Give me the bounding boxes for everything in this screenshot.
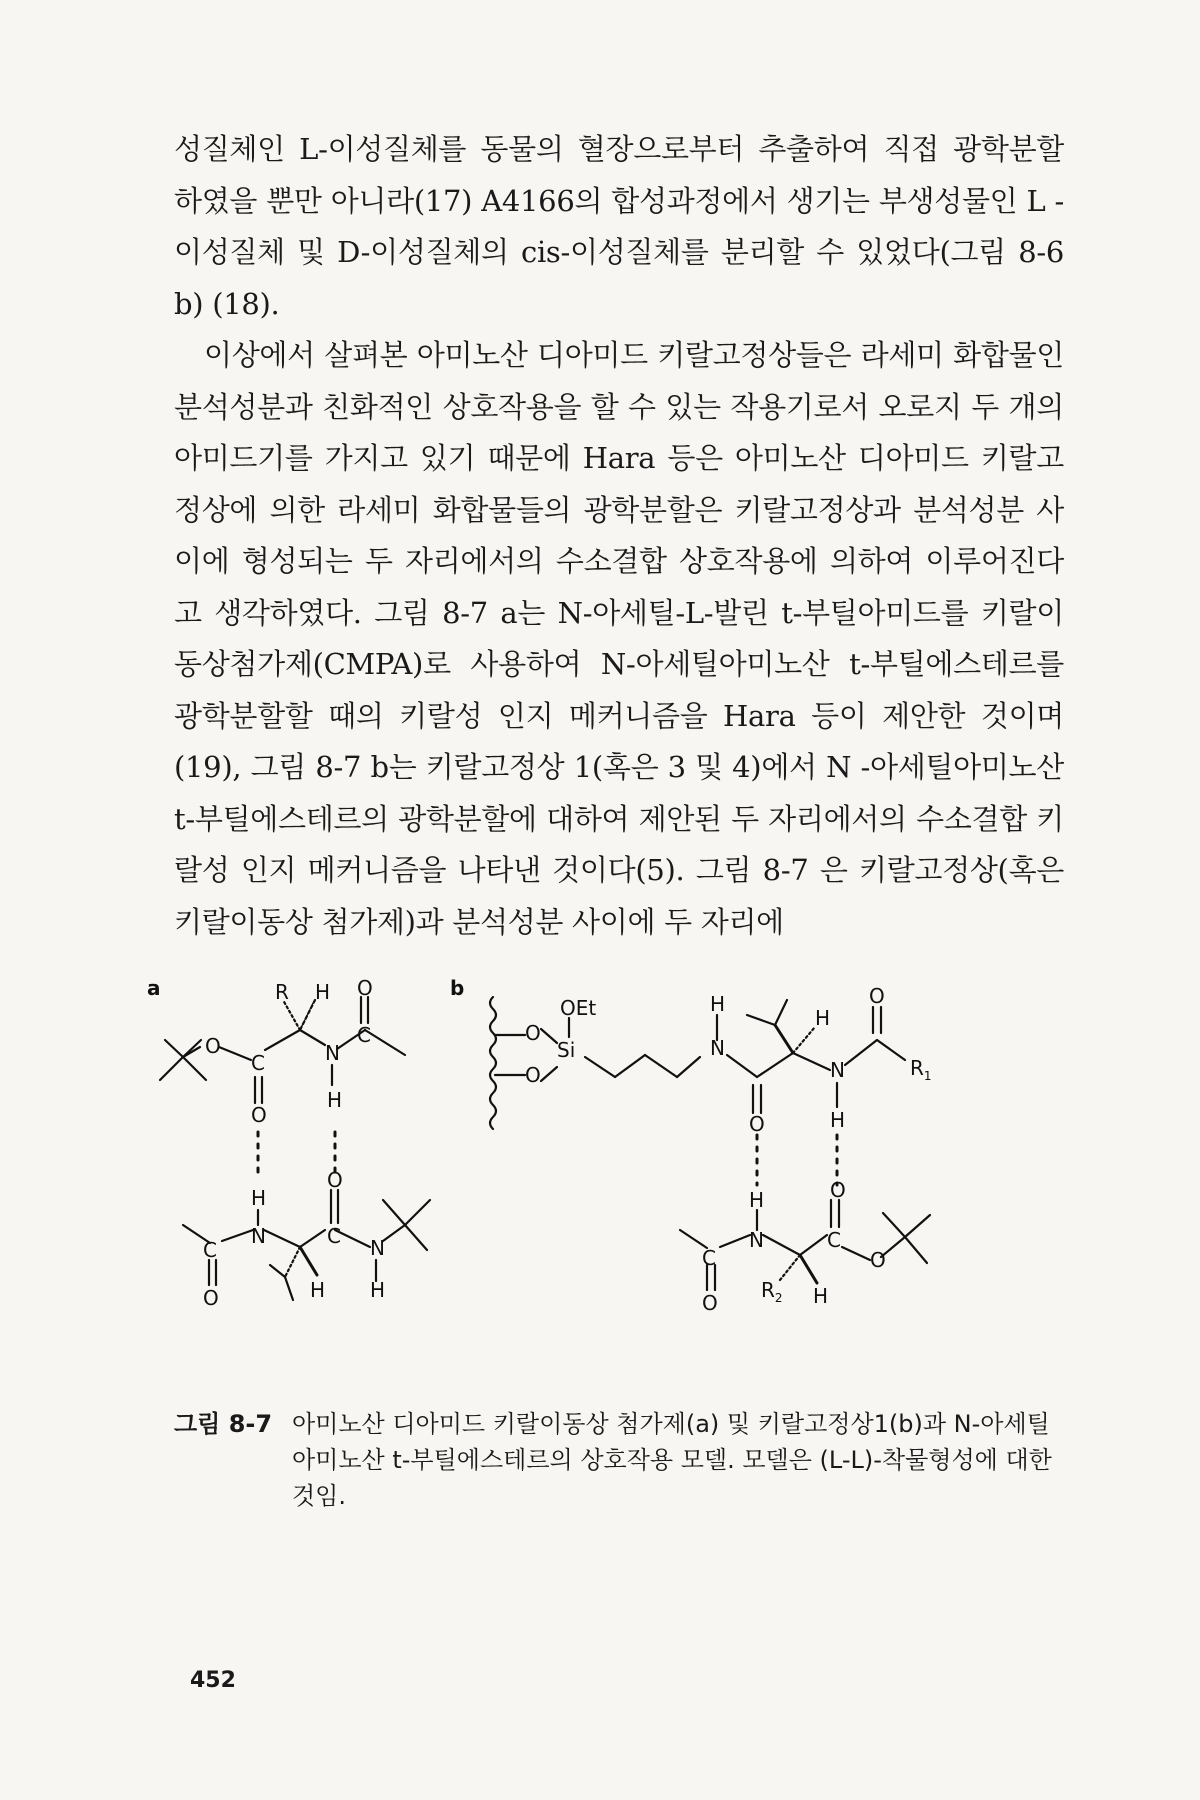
- atom-o: O: [702, 1291, 718, 1315]
- atom-h: H: [310, 1278, 326, 1302]
- caption-text: 아미노산 디아미드 키랄이동상 첨가제(a) 및 키랄고정상1(b)과 N-아세틸 아미노산 t-부틸에스테르의 상호작용 모델. 모델은 (L-L)-착물형성에 대한 것임.: [292, 1410, 1052, 1510]
- atom-n: N: [325, 1041, 340, 1065]
- atom-r2: $R_2$: [761, 1278, 783, 1305]
- atom-h: H: [315, 980, 331, 1004]
- atom-o: O: [869, 984, 885, 1008]
- chemical-structure-diagram: [147, 976, 1085, 1405]
- atom-c: C: [203, 1238, 217, 1262]
- atom-n: N: [749, 1228, 764, 1252]
- atom-o: O: [205, 1034, 221, 1058]
- panel-b-label: b: [450, 976, 465, 1000]
- atom-h: H: [327, 1088, 343, 1112]
- page-number: 452: [190, 1668, 236, 1693]
- atom-h: H: [813, 1284, 829, 1308]
- atom-h: H: [749, 1188, 765, 1212]
- atom-n: N: [370, 1236, 385, 1260]
- atom-si: Si: [557, 1038, 576, 1062]
- figure-caption: [174, 1406, 1074, 1514]
- atom-c: C: [702, 1246, 716, 1270]
- atom-o: O: [251, 1103, 267, 1127]
- atom-h: H: [251, 1186, 267, 1210]
- atom-h: H: [830, 1108, 846, 1132]
- figure-8-7: [147, 976, 1085, 1405]
- atom-n: N: [251, 1224, 266, 1248]
- body-text: [174, 124, 1064, 948]
- atom-o: O: [525, 1021, 541, 1045]
- atom-n: N: [830, 1058, 845, 1082]
- paragraph-1: 성질체인 L-이성질체를 동물의 혈장으로부터 추출하여 직접 광학분할 하였을 뿐만 아니라(17) A4166의 합성과정에서 생기는 부생성물인 L -이성질체 및 D-이성질체의 cis-이성질체를 분리할 수 있었다(그림 8-6 b) (18).: [174, 132, 1064, 321]
- atom-h: H: [815, 1006, 831, 1030]
- paragraph-2: 이상에서 살펴본 아미노산 디아미드 키랄고정상들은 라세미 화합물인 분석성분과 친화적인 상호작용을 할 수 있는 작용기로서 오로지 두 개의 아미드기를 가지고 있기 때문에 Hara 등은 아미노산 디아미드 키랄고정상에 의한 라세미 화합물들의 광학분할은 키랄고정상과 분석성분 사이에 형성되는 두 자리에서의 수소결합 상호작용에 의하여 이루어진다고 생각하였다. 그림 8-7 a는 N-아세틸-L-발린 t-부틸아미드를 키랄이동상첨가제(CMPA)로 사용하여 N-아세틸아미노산 t-부틸에스테르를 광학분할할 때의 키랄성 인지 메커니즘을 Hara 등이 제안한 것이며(19), 그림 8-7 b는 키랄고정상 1(혹은 3 및 4)에서 N -아세틸아미노산 t-부틸에스테르의 광학분할에 대하여 제안된 두 자리에서의 수소결합 키랄성 인지 메커니즘을 나타낸 것이다(5). 그림 8-7 은 키랄고정상(혹은 키랄이동상 첨가제)과 분석성분 사이에 두 자리에: [174, 338, 1064, 939]
- atom-c: C: [357, 1023, 371, 1047]
- atom-o: O: [203, 1286, 219, 1310]
- caption-label: 그림 8-7: [174, 1410, 273, 1438]
- panel-a-label: a: [147, 976, 161, 1000]
- atom-h: H: [370, 1278, 386, 1302]
- atom-c: C: [827, 1228, 841, 1252]
- atom-o: O: [749, 1112, 765, 1136]
- atom-c: C: [251, 1051, 265, 1075]
- atom-r1: $R_1$: [910, 1056, 932, 1083]
- atom-c: C: [327, 1224, 341, 1248]
- atom-r: R: [275, 980, 289, 1004]
- atom-o: O: [357, 976, 373, 1000]
- atom-o: O: [830, 1178, 846, 1202]
- atom-oet: OEt: [560, 996, 597, 1020]
- atom-n: N: [710, 1036, 725, 1060]
- atom-o: O: [525, 1063, 541, 1087]
- atom-o: O: [870, 1248, 886, 1272]
- atom-h: H: [710, 992, 726, 1016]
- atom-o: O: [327, 1168, 343, 1192]
